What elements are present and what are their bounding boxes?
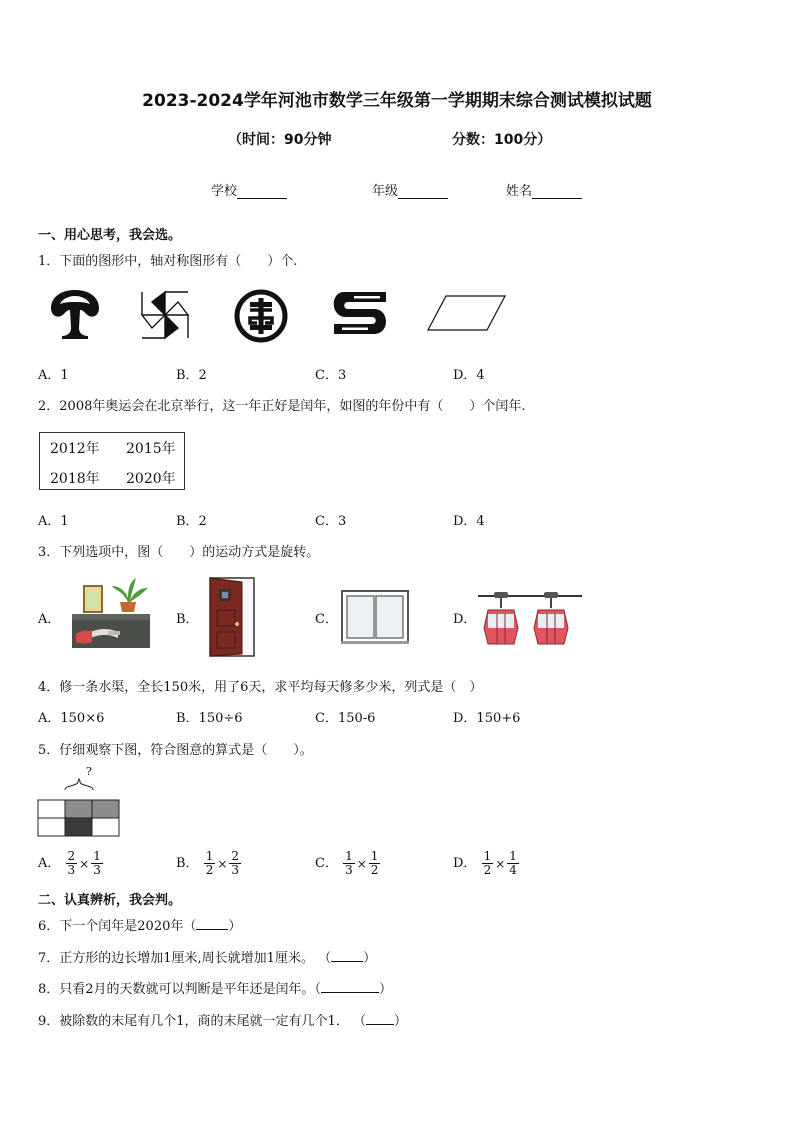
year-2015: 2015年 [126, 441, 176, 457]
page-title: 2023-2024学年河池市数学三年级第一学期期末综合测试模拟试题 [142, 91, 652, 111]
q5-option-a[interactable] [38, 850, 104, 877]
q2-option-a[interactable]: A．1 [38, 514, 69, 529]
q4-option-a[interactable]: A．150×6 [38, 711, 105, 726]
numerator: 1 [345, 849, 353, 863]
grade-blank[interactable] [398, 184, 448, 199]
drawer-pull-picture [70, 576, 152, 652]
numerator: 1 [370, 849, 379, 863]
fraction [482, 850, 494, 877]
q1-option-d[interactable]: D．4 [453, 368, 485, 383]
q2-option-c[interactable]: C．3 [315, 514, 347, 529]
section-1-title: 一、用心思考，我会选。 [38, 228, 182, 243]
school-label: 学校 [211, 184, 238, 199]
exam-time: （时间：90分钟 [228, 132, 332, 148]
q5-option-d-label: D． [453, 856, 477, 871]
q5-option-c-label: C． [315, 856, 338, 871]
fraction [204, 850, 216, 877]
school-blank[interactable] [237, 184, 287, 199]
denominator: 4 [509, 863, 517, 877]
name-label: 姓名 [506, 184, 533, 199]
question-8-text: 8．只看2月的天数就可以判断是平年还是闰年。（ [38, 982, 322, 997]
fraction [229, 850, 241, 877]
denominator: 2 [370, 863, 379, 877]
bank-logo-icon [233, 288, 289, 344]
window-picture [340, 589, 410, 645]
q5-option-a-label: A． [38, 856, 61, 871]
times-sign: × [217, 856, 228, 871]
section-2-title: 二、认真辨析，我会判。 [38, 893, 182, 908]
q1-option-a[interactable]: A．1 [38, 368, 69, 383]
question-9 [38, 1010, 407, 1029]
times-sign: × [79, 856, 90, 871]
q7-answer-blank[interactable] [331, 948, 363, 962]
question-5: 5．仔细观察下图，符合图意的算式是（ ）。 [38, 743, 313, 758]
numerator: 2 [231, 849, 240, 863]
numerator: 1 [509, 849, 517, 863]
grade-field [372, 180, 448, 199]
close-paren: ） [393, 1014, 407, 1029]
parallelogram-icon [426, 294, 508, 332]
question-4: 4．修一条水渠，全长150米，用了6天，求平均每天修多少米，列式是（ ） [38, 680, 483, 695]
question-6 [38, 915, 241, 934]
fraction [91, 850, 103, 877]
numerator: 1 [205, 849, 214, 863]
q3-option-a[interactable]: A． [38, 612, 61, 627]
q8-answer-blank[interactable] [321, 979, 379, 993]
numerator: 1 [93, 849, 101, 863]
q3-option-d[interactable]: D． [453, 612, 477, 627]
denominator: 3 [93, 863, 101, 877]
fraction [66, 850, 78, 877]
fraction [369, 850, 381, 877]
door-picture [206, 574, 258, 658]
year-2020: 2020年 [126, 471, 176, 487]
denominator: 2 [205, 863, 214, 877]
q5-option-b[interactable] [176, 850, 242, 877]
question-6-text: 6．下一个闰年是2020年（ [38, 919, 197, 934]
anchor-logo-icon [48, 288, 102, 340]
denominator: 3 [345, 863, 353, 877]
q3-option-c[interactable]: C． [315, 612, 338, 627]
close-paren: ） [363, 951, 377, 966]
name-blank[interactable] [532, 184, 582, 199]
question-8 [38, 978, 392, 997]
q4-option-c[interactable]: C．150-6 [315, 711, 376, 726]
exam-score: 分数：100分） [452, 132, 552, 148]
q5-option-d[interactable] [453, 850, 520, 877]
close-paren: ） [228, 919, 242, 934]
question-9-text: 9．被除数的末尾有几个1，商的末尾就一定有几个1． （ [38, 1014, 366, 1029]
question-7-text: 7．正方形的边长增加1厘米,周长就增加1厘米。 （ [38, 951, 332, 966]
denominator: 3 [231, 863, 240, 877]
school-field [211, 180, 287, 199]
q9-answer-blank[interactable] [366, 1011, 394, 1025]
s-logo-icon [330, 290, 390, 336]
denominator: 3 [67, 863, 76, 877]
denominator: 2 [483, 863, 492, 877]
q4-option-b[interactable]: B．150÷6 [176, 711, 243, 726]
q2-option-d[interactable]: D．4 [453, 514, 485, 529]
question-mark: ? [86, 765, 92, 778]
cable-car-picture [478, 586, 582, 648]
fraction [507, 850, 519, 877]
q3-option-b[interactable]: B． [176, 612, 199, 627]
q1-option-b[interactable]: B．2 [176, 368, 207, 383]
numerator: 1 [483, 849, 492, 863]
question-3: 3．下列选项中，图（ ）的运动方式是旋转。 [38, 545, 320, 560]
question-7 [38, 947, 376, 966]
q6-answer-blank[interactable] [196, 916, 228, 930]
close-paren: ） [379, 982, 393, 997]
question-2: 2．2008年奥运会在北京举行，这一年正好是闰年，如图的年份中有（ ）个闰年. [38, 399, 526, 414]
question-1: 1．下面的图形中，轴对称图形有（ ）个. [38, 254, 298, 269]
fraction-grid-diagram [36, 776, 122, 840]
q5-option-b-label: B． [176, 856, 199, 871]
year-2018: 2018年 [50, 471, 100, 487]
times-sign: × [356, 856, 367, 871]
year-2012: 2012年 [50, 441, 100, 457]
times-sign: × [495, 856, 506, 871]
q1-option-c[interactable]: C．3 [315, 368, 347, 383]
fraction [343, 850, 355, 877]
q4-option-d[interactable]: D．150+6 [453, 711, 521, 726]
q5-option-c[interactable] [315, 850, 381, 877]
q2-option-b[interactable]: B．2 [176, 514, 207, 529]
name-field [506, 180, 582, 199]
pinwheel-icon [136, 288, 194, 342]
years-box [39, 432, 185, 490]
numerator: 2 [67, 849, 76, 863]
grade-label: 年级 [372, 184, 399, 199]
